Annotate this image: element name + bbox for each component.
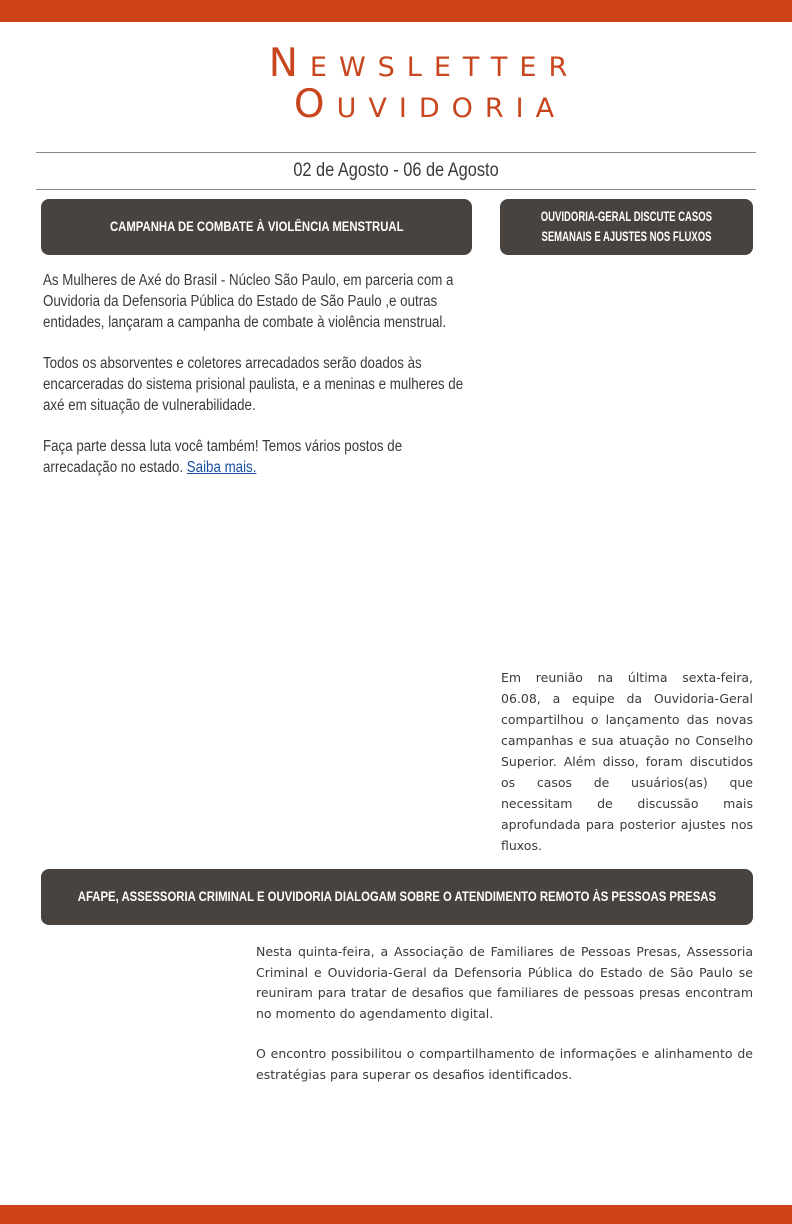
section-heading-campaign-text: CAMPANHA DE COMBATE À VIOLÊNCIA MENSTRUAL xyxy=(109,219,404,234)
ouvidoria-geral-article xyxy=(501,667,753,856)
top-accent-bar xyxy=(0,0,792,22)
afape-article xyxy=(256,942,753,1106)
section-heading-afape-text: AFAPE, ASSESSORIA CRIMINAL E OUVIDORIA DIALOGAM SOBRE O ATENDIMENTO REMOTO ÀS PESSOAS PRESAS xyxy=(77,889,717,904)
campaign-paragraph-3 xyxy=(43,436,473,478)
section-heading-campaign xyxy=(41,199,472,255)
header-divider-top xyxy=(36,152,756,153)
campaign-paragraph-1 xyxy=(43,270,473,333)
newsletter-title-line1: Newsletter xyxy=(268,41,580,86)
section-heading-ouvidoria-geral-text xyxy=(525,207,729,247)
campaign-paragraph-1-text: As Mulheres de Axé do Brasil - Núcleo São Paulo, em parceria com a Ouvidoria da Defensoria Pública do Estado de São Paulo ,e outras entidades, lançaram a campanha de combate à violência menstrual. xyxy=(43,272,454,331)
campaign-paragraph-2 xyxy=(43,353,473,416)
campaign-paragraph-3-text: Faça parte dessa luta você também! Temos vários postos de arrecadação no estado. xyxy=(43,438,403,476)
campaign-paragraph-3-wrap xyxy=(43,436,473,478)
campaign-paragraph-2-text: Todos os absorventes e coletores arrecadados serão doados às encarceradas do sistema prisional paulista, e a meninas e mulheres de axé em situação de vulnerabilidade. xyxy=(43,355,464,414)
bottom-accent-bar xyxy=(0,1205,792,1224)
heading-line-1: OUVIDORIA-GERAL DISCUTE CASOS xyxy=(540,209,713,224)
campaign-article xyxy=(43,270,473,498)
afape-paragraph-1: Nesta quinta-feira, a Associação de Familiares de Pessoas Presas, Assessoria Criminal e Ouvidoria-Geral da Defensoria Pública do Estado de São Paulo se reuniram para tratar de desafios que familiares de pessoas presas encontram no momento do agendamento digital. xyxy=(256,944,753,1021)
saiba-mais-link[interactable]: Saiba mais. xyxy=(186,459,257,476)
ouvidoria-geral-paragraph: Em reunião na última sexta-feira, 06.08, a equipe da Ouvidoria-Geral compartilhou o lançamento das novas campanhas e sua atuação no Conselho Superior. Além disso, foram discutidos os casos de usuários(as) que necessitam de discussão mais aprofundada para posterior ajustes nos fluxos. xyxy=(501,670,753,853)
header-divider-bottom xyxy=(36,189,756,190)
heading-line-2: SEMANAIS E AJUSTES NOS FLUXOS xyxy=(541,229,712,244)
section-heading-ouvidoria-geral xyxy=(500,199,753,255)
section-heading-afape xyxy=(41,869,753,925)
newsletter-title-line2: Ouvidoria xyxy=(293,82,567,127)
afape-paragraph-2: O encontro possibilitou o compartilhamento de informações e alinhamento de estratégias para superar os desafios identificados. xyxy=(256,1046,753,1082)
date-range: 02 de Agosto - 06 de Agosto xyxy=(293,160,499,181)
